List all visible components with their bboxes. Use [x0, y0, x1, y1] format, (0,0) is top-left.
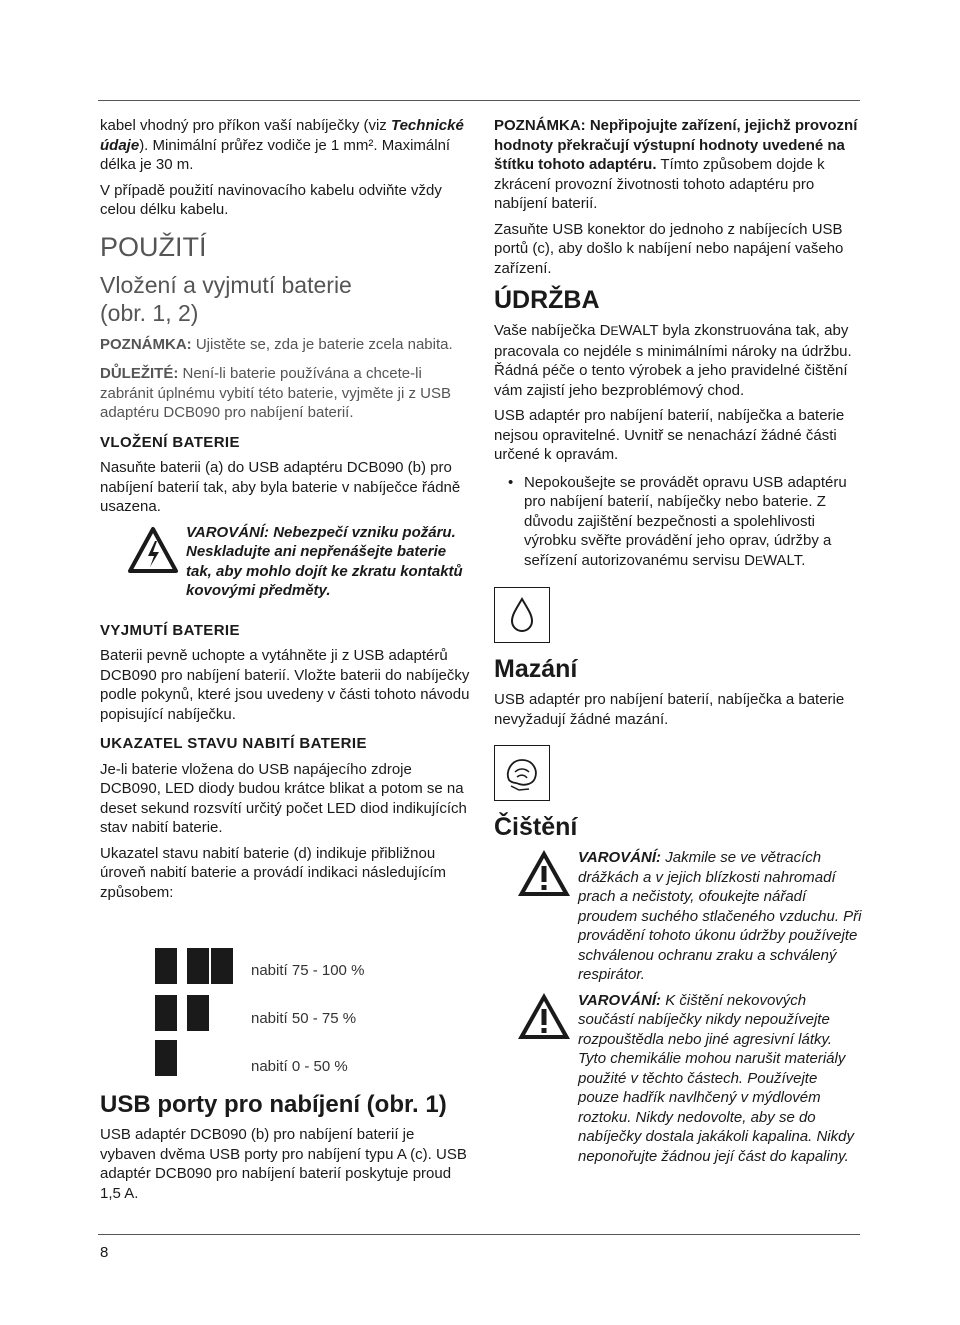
led-bar [211, 948, 233, 984]
usb-ports-heading: USB porty pro nabíjení (obr. 1) [100, 1091, 447, 1118]
heading-lubrication: Mazání [494, 655, 578, 683]
oil-drop-icon [494, 587, 550, 643]
indicator-paragraph-2: Ukazatel stavu nabití baterie (d) indikuje přibližnou úroveň nabití baterie a provádí indikaci následujícím způsobem: [100, 844, 447, 901]
maintenance-paragraph-1: Vaše nabíječka DEWALT byla zkonstruována tak, aby pracovala co nejdéle s minimálními nároky na údržbu. Řádná péče o tento výrobek a jeho pravidelné čištění vám zajistí jeho bezproblémový chod. [494, 322, 852, 399]
insert-battery-title: VLOŽENÍ BATERIE [100, 433, 240, 451]
remove-battery-title: VYJMUTÍ BATERIE [100, 621, 240, 639]
heading-use: POUŽITÍ [100, 231, 207, 262]
cleaning-warning-2: VAROVÁNÍ: K čištění nekovových součástí nabíječky nikdy nepoužívejte rozpouštědla nebo jiné agresivní látky. Tyto chemikálie mohou narušit materiály použité v těchto částech. Používejte pouze hadřík navlhčený v mýdlovém roztoku. Nikdy nedovolte, aby se do nabíječky dostala jakákoli kapalina. Nikdy neponořujte žádnou její část do kapaliny. [494, 991, 862, 1167]
top-rule [98, 100, 860, 101]
usb-ports-section [100, 1091, 470, 1209]
left-column [100, 116, 470, 908]
heading-insert-remove: Vložení a vyjmutí baterie (obr. 1, 2) [100, 271, 352, 326]
right-note-paragraph: POZNÁMKA: Nepřipojujte zařízení, jejichž provozní hodnoty překračují výstupní hodnoty uvedené na štítku tohoto adaptéru. Tímto způsobem dojde k zkrácení provozní životnosti tohoto adaptéru pro nabíjení baterií. [494, 117, 858, 212]
bullet-icon: • [508, 473, 514, 491]
heading-cleaning: Čištění [494, 813, 578, 841]
extension-cable-paragraph: V případě použití navinovacího kabelu odviňte vždy celou délku kabelu. [100, 181, 442, 218]
cleaning-cloth-icon [494, 745, 550, 801]
charge-level-indicator [155, 948, 455, 1078]
heading-maintenance: ÚDRŽBA [494, 286, 600, 314]
page-number: 8 [100, 1244, 109, 1261]
level-label-mid: nabití 50 - 75 % [251, 1010, 357, 1027]
level-label-high: nabití 75 - 100 % [251, 962, 365, 979]
list-item: • Nepokoušejte se provádět opravu USB adaptéru pro nabíjení baterií, nabíječky nebo baterie. Z důvodu zajištění bezpečnosti a spolehlivosti výrobku svěřte provádění jeho oprav, údržby a seřízení autorizovanému servisu DEWALT. [508, 473, 847, 569]
remove-battery-text: Baterii pevně uchopte a vytáhněte ji z USB adaptérů DCB090 pro nabíjení baterií. Vložte baterii do nabíječky podle pokynů, které jsou uvedeny v části tohoto návodu popisující nabíječku. [100, 647, 470, 723]
cleaning-warning-1: VAROVÁNÍ: Jakmile se ve větracích drážkách a v jejich blízkosti nahromadí prach a nečistoty, ofoukejte nářadí proudem suchého stlačeného vzduchu. Při provádění tohoto úkonu údržby používejte schválenou ochranu zraku a schválený respirátor. [494, 848, 862, 985]
maintenance-bullet-list [494, 473, 862, 572]
led-bar [155, 948, 177, 984]
led-bar [187, 948, 209, 984]
note-paragraph: POZNÁMKA: Ujistěte se, zda je baterie zcela nabita. [100, 335, 453, 353]
led-bar [187, 995, 209, 1031]
insert-battery-text: Nasuňte baterii (a) do USB adaptéru DCB090 (b) pro nabíjení baterií tak, aby byla baterie v nabíječce řádně usazena. [100, 459, 461, 515]
electric-warning-icon [128, 527, 178, 573]
level-label-low: nabití 0 - 50 % [251, 1058, 348, 1075]
led-bar [155, 1040, 177, 1076]
fire-warning-block: VAROVÁNÍ: Nebezpečí vzniku požáru. Neskladujte ani nepřenášejte baterie tak, aby mohlo dojít ke zkratu kontaktů kovovými předměty. [100, 523, 470, 613]
right-column [494, 116, 862, 1166]
maintenance-paragraph-2: USB adaptér pro nabíjení baterií, nabíječka a baterie nejsou opravitelné. Uvnitř se nenachází žádné části určené k opravám. [494, 407, 845, 463]
usb-ports-text: USB adaptér DCB090 (b) pro nabíjení baterií je vybaven dvěma USB porty pro nabíjení typu A (c). USB adaptér DCB090 pro nabíjení baterií poskytuje proud 1,5 A. [100, 1126, 467, 1202]
lubrication-text: USB adaptér pro nabíjení baterií, nabíječka a baterie nevyžadují žádné mazání. [494, 691, 845, 728]
indicator-title: UKAZATEL STAVU NABITÍ BATERIE [100, 735, 367, 752]
usb-insert-paragraph: Zasuňte USB konektor do jednoho z nabíjecích USB portů (c), aby došlo k nabíjení nebo napájení vašeho zařízení. [494, 220, 844, 277]
bottom-rule [98, 1234, 860, 1235]
led-bar [155, 995, 177, 1031]
warning-icon [516, 991, 572, 1041]
tech-data-ref: Technické údaje [100, 117, 464, 154]
indicator-paragraph-1: Je-li baterie vložena do USB napájecího zdroje DCB090, LED diody budou krátce blikat a potom se na deset sekund rozsvítí určitý počet LED diod indikujících stav nabití baterie. [100, 760, 467, 836]
cable-paragraph: kabel vhodný pro příkon vaší nabíječky (viz Technické údaje). Minimální průřez vodiče je 1 mm². Maximální délka je 30 m. [100, 117, 464, 173]
important-paragraph: DŮLEŽITÉ: Není-li baterie používána a chcete-li zabránit úplnému vybití této baterie, vyjměte ji z USB adaptéru DCB090 pro nabíjení baterií. [100, 365, 451, 421]
warning-icon [516, 848, 572, 898]
